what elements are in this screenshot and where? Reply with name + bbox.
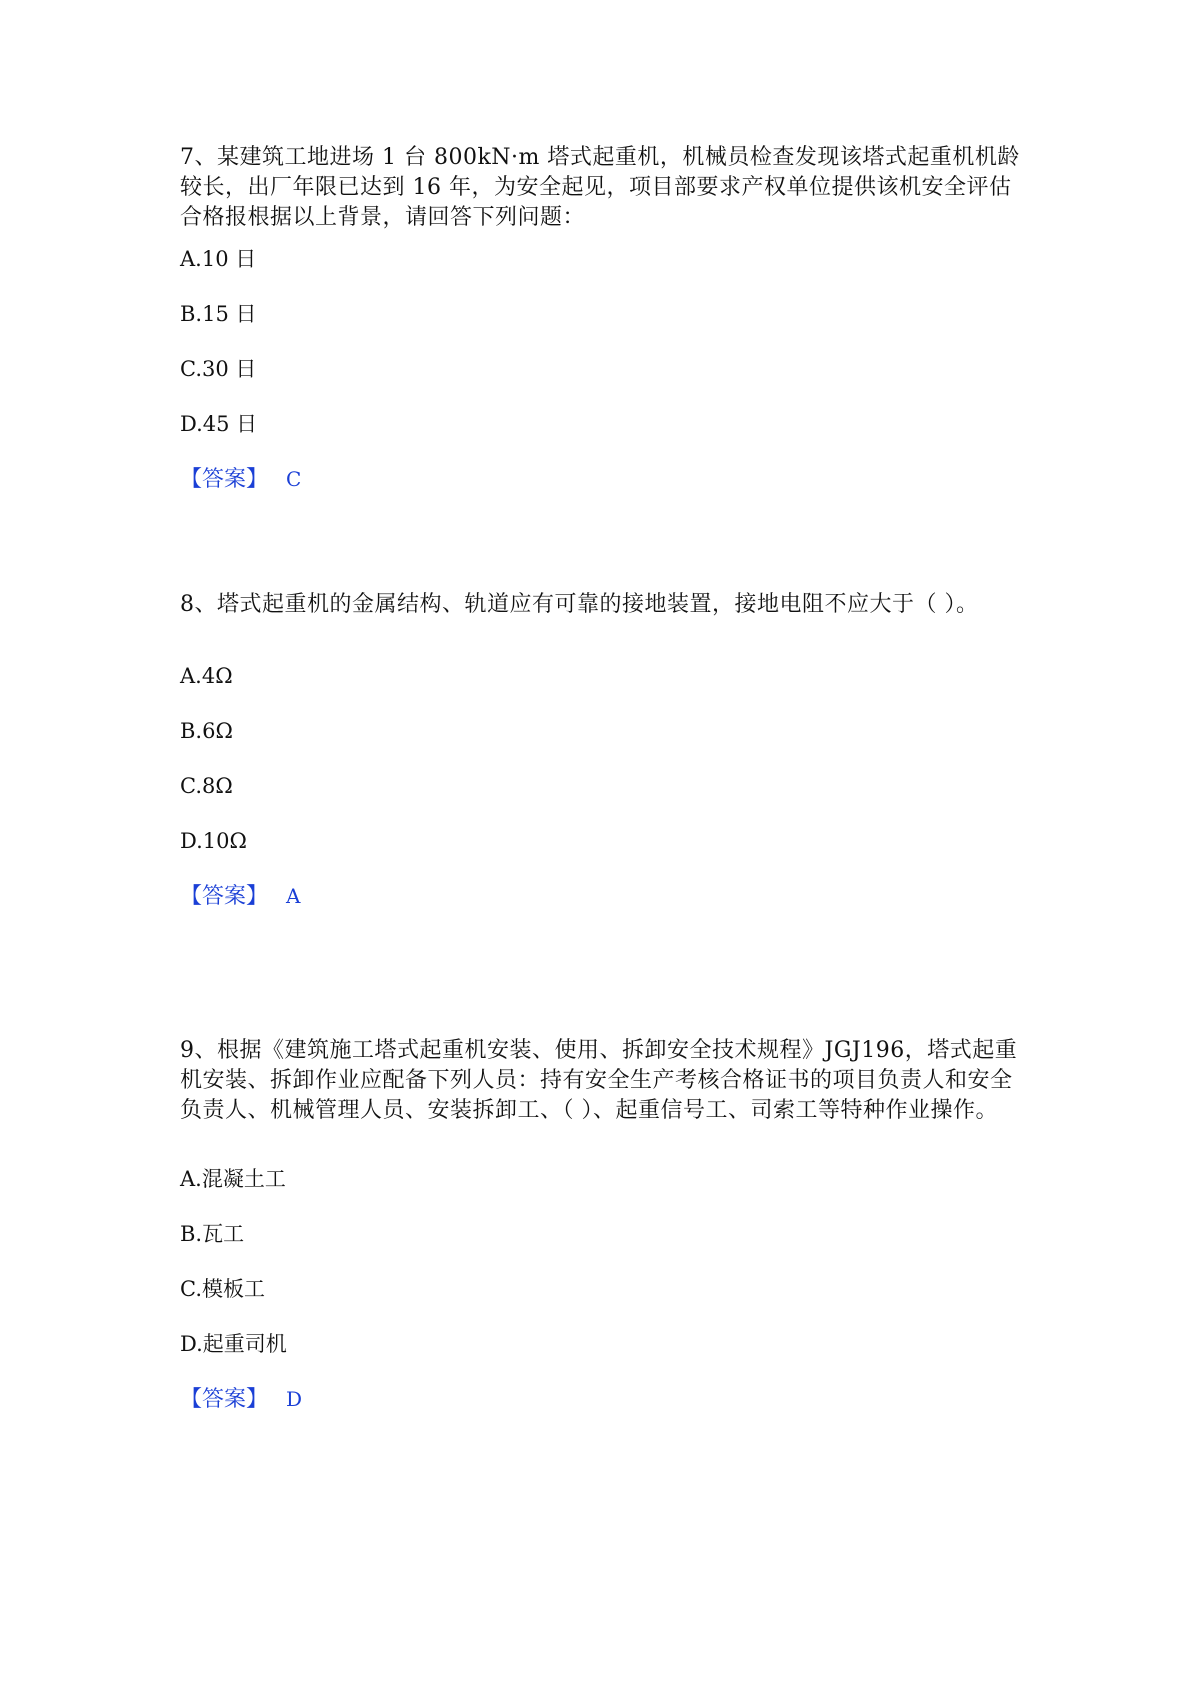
answer-line	[180, 1385, 302, 1414]
option-d: D.45 日	[180, 412, 258, 436]
question-stem: 9、根据《建筑施工塔式起重机安装、使用、拆卸安全技术规程》JGJ196，塔式起重机安装、拆卸作业应配备下列人员：持有安全生产考核合格证书的项目负责人和安全负责人、机械管理人员、安装拆卸工、（ ）、起重信号工、司索工等特种作业操作。	[180, 1038, 1018, 1123]
answer-value: C	[286, 467, 302, 491]
option-b: B.瓦工	[180, 1222, 245, 1246]
answer-label: 【答案】	[180, 884, 269, 909]
option-c: C.模板工	[180, 1277, 265, 1301]
option-b: B.6Ω	[180, 719, 233, 743]
option-a: A.10 日	[180, 247, 257, 271]
question-stem: 8、塔式起重机的金属结构、轨道应有可靠的接地装置，接地电阻不应大于（ ）。	[180, 592, 979, 617]
answer-value: A	[286, 884, 301, 908]
question-stem: 7、某建筑工地进场 1 台 800kN·m 塔式起重机，机械员检查发现该塔式起重机机龄较长，出厂年限已达到 16 年，为安全起见，项目部要求产权单位提供该机安全评估合格报根据以上背景，请回答下列问题：	[180, 145, 1020, 230]
option-a: A.混凝土工	[180, 1167, 286, 1191]
option-c: C.30 日	[180, 357, 257, 381]
answer-line	[180, 882, 300, 911]
answer-value: D	[286, 1387, 303, 1411]
option-b: B.15 日	[180, 302, 257, 326]
option-c: C.8Ω	[180, 774, 233, 798]
option-a: A.4Ω	[180, 664, 233, 688]
option-d: D.起重司机	[180, 1332, 287, 1356]
answer-label: 【答案】	[180, 1387, 269, 1412]
question-8	[180, 590, 1020, 950]
question-9	[180, 1036, 1020, 1476]
question-7	[180, 143, 1020, 523]
answer-line	[180, 465, 301, 494]
option-d: D.10Ω	[180, 829, 247, 853]
answer-label: 【答案】	[180, 467, 269, 492]
